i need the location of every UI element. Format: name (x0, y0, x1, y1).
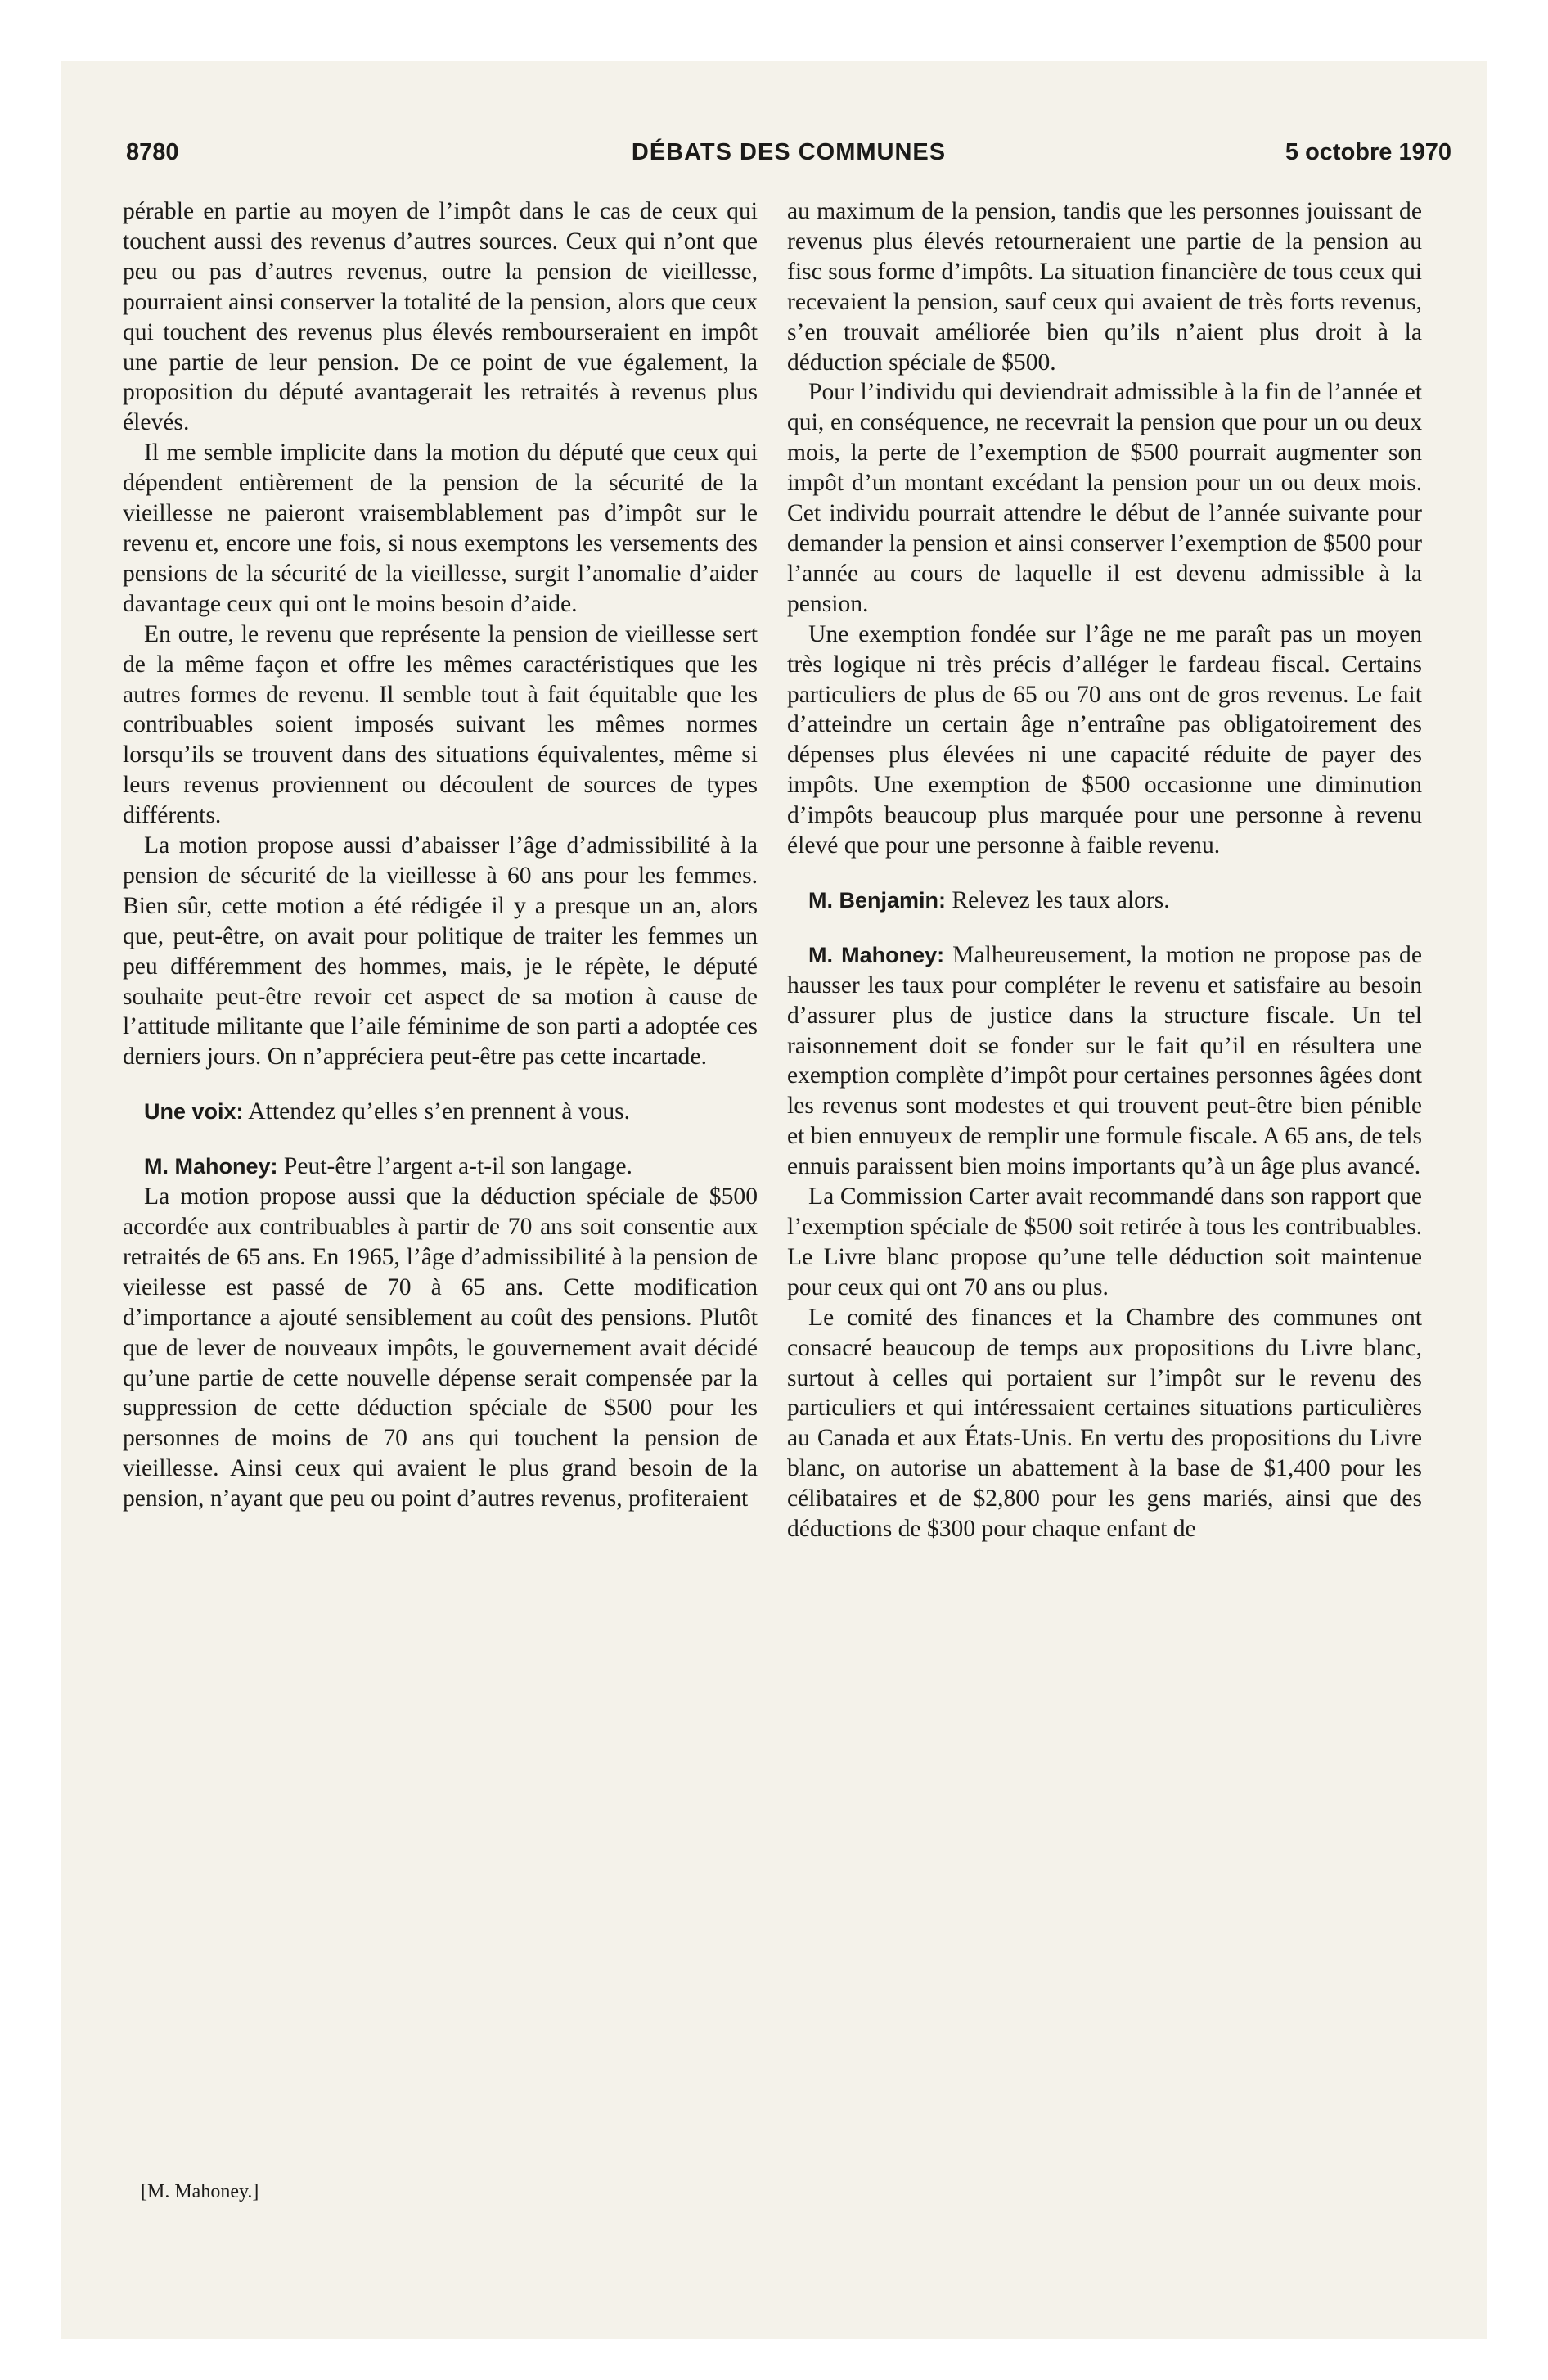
speech-entry (787, 940, 1422, 1182)
paragraph: La motion propose aussi d’abaisser l’âge d’admissibilité à la pension de sécurité de la vieillesse à 60 ans pour les femmes. Bien sûr, cette motion a été rédigée il y a presque un an, alors que, peut-être, on avait pour politique de traiter les femmes un peu différemment des hommes, mais, je le répète, le député souhaite peut-être revoir cet aspect de sa motion à cause de l’attitude militante que l’aile féminime de son parti a adoptée ces derniers jours. On n’appréciera peut-être pas cette incartade. (123, 832, 758, 1071)
speaker-footnote: [M. Mahoney.] (141, 2181, 259, 2202)
speaker-name: Une voix: (144, 1099, 244, 1125)
speaker-name: M. Mahoney: (808, 942, 945, 967)
paragraph: Pour l’individu qui deviendrait admissible à la fin de l’année et qui, en conséquence, ne recevrait la pension que pour un ou deux mois, la perte de l’exemption de $500 pourrait augmenter son impôt d’un montant excédant la pension pour un ou deux mois. Cet individu pourrait attendre le début de l’année suivante pour demander la pension et ainsi conserver l’exemption de $500 pour l’année au cours de laquelle il est devenu admissible à la pension. (787, 379, 1422, 617)
paragraph: Le comité des finances et la Chambre des communes ont consacré beaucoup de temps aux propositions du Livre blanc, surtout à celles qui portaient sur l’impôt sur le revenu des particuliers et qui intéressaient certaines situations particulières au Canada et aux États-Unis. En vertu des propositions du Livre blanc, on autorise un abattement à la base de $1,400 pour les célibataires et de $2,800 pour les gens mariés, ainsi que des déductions de $300 pour chaque enfant de (787, 1304, 1422, 1543)
speech-entry (123, 1097, 758, 1127)
page-date: 5 octobre 1970 (1285, 139, 1451, 165)
left-column (123, 196, 758, 1514)
speaker-name: M. Mahoney: (144, 1154, 278, 1179)
speech-entry (787, 886, 1422, 916)
paragraph: pérable en partie au moyen de l’impôt dans le cas de ceux qui touchent aussi des revenus d’autres sources. Ceux qui n’ont que peu ou pas d’autres revenus, outre la pension de vieillesse, pourraient ainsi conserver la totalité de la pension, alors que ceux qui touchent des revenus plus élevés rembourseraient en impôt une partie de leur pension. De ce point de vue également, la proposition du député avantagerait les retraités à revenus plus élevés. (123, 198, 758, 436)
publication-title: DÉBATS DES COMMUNES (631, 139, 947, 165)
speech-entry (123, 1152, 758, 1182)
paragraph: La Commission Carter avait recommandé dans son rapport que l’exemption spéciale de $500 soit retirée à tous les contribuables. Le Livre blanc propose qu’une telle déduction soit maintenue pour ceux qui ont 70 ans ou plus. (787, 1183, 1422, 1300)
speech-text: Attendez qu’elles s’en prennent à vous. (248, 1098, 631, 1125)
paragraph: En outre, le revenu que représente la pension de vieillesse sert de la même façon et offre les mêmes caractéristiques que les autres formes de revenu. Il semble tout à fait équitable que les contribuables soient imposés suivant les mêmes normes lorsqu’ils se trouvent dans des situations équivalentes, même si leurs revenus proviennent ou découlent de sources de types différents. (123, 620, 758, 829)
paragraph: Il me semble implicite dans la motion du député que ceux qui dépendent entièrement de la pension de la sécurité de la vieillesse ne paieront vraisemblablement pas d’impôt sur le revenu et, encore une fois, si nous exemptons les versements des pensions de la sécurité de la vieillesse, surgit l’anomalie d’aider davantage ceux qui ont le moins besoin d’aide. (123, 439, 758, 617)
speech-text: Relevez les taux alors. (952, 886, 1170, 913)
speaker-name: M. Benjamin: (808, 887, 947, 913)
right-column (787, 196, 1422, 1544)
speech-text: Malheureusement, la motion ne propose pas de hausser les taux pour compléter le revenu et satisfaire au besoin d’assurer plus de justice dans la structure fiscale. Un tel raisonnement doit se fonder sur le fait qu’il en résultera une exemption complète d’impôt pour certaines personnes âgées dont les revenus sont modestes et qui trouvent peut-être bien pénible et bien ennuyeux de remplir une formule fiscale. A 65 ans, de tels ennuis paraissent bien moins importants qu’à un âge plus avancé. (787, 941, 1422, 1180)
paragraph: La motion propose aussi que la déduction spéciale de $500 accordée aux contribuables à partir de 70 ans soit consentie aux retraités de 65 ans. En 1965, l’âge d’admissibilité à la pension de vieilesse est passé de 70 à 65 ans. Cette modification d’importance a ajouté sensiblement au coût des pensions. Plutôt que de lever de nouveaux impôts, le gouvernement avait décidé qu’une partie de cette nouvelle dépense serait compensée par la suppression de cette déduction spéciale de $500 pour les personnes de moins de 70 ans qui touchent la pension de vieillesse. Ainsi ceux qui avaient le plus grand besoin de la pension, n’ayant que peu ou point d’autres revenus, profiteraient (123, 1183, 758, 1512)
paragraph: au maximum de la pension, tandis que les personnes jouissant de revenus plus élevés retourneraient une partie de la pension au fisc sous forme d’impôts. La situation financière de tous ceux qui recevaient la pension, sauf ceux qui avaient de très forts revenus, s’en trouvait améliorée bien qu’ils n’aient plus droit à la déduction spéciale de $500. (787, 198, 1422, 376)
page-number: 8780 (126, 139, 179, 165)
speech-text: Peut-être l’argent a-t-il son langage. (283, 1153, 632, 1180)
page-header (126, 139, 1451, 172)
paragraph: Une exemption fondée sur l’âge ne me paraît pas un moyen très logique ni très précis d’alléger le fardeau fiscal. Certains particuliers de plus de 65 ou 70 ans ont de gros revenus. Le fait d’atteindre un certain âge n’entraîne pas obligatoirement des dépenses plus élevées ni une capacité réduite de payer des impôts. Une exemption de $500 occasionne une diminution d’impôts beaucoup plus marquée pour une personne à revenu élevé que pour une personne à faible revenu. (787, 620, 1422, 859)
